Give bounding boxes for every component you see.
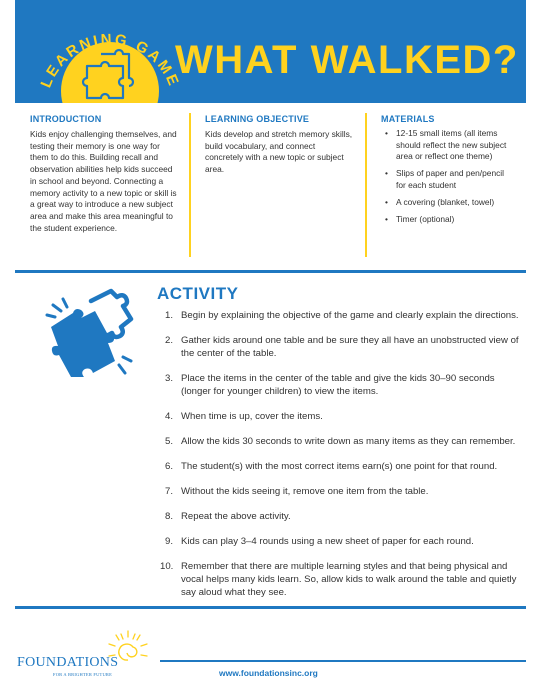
materials-list — [383, 128, 513, 231]
section-divider — [15, 606, 526, 609]
list-item: 7. Without the kids seeing it, remove one item from the table. — [165, 486, 429, 497]
materials-heading: MATERIALS — [381, 114, 435, 124]
objective-heading: LEARNING OBJECTIVE — [205, 114, 310, 124]
activity-heading: ACTIVITY — [157, 284, 239, 303]
list-item: 10. Remember that there are multiple learning styles and that being physical and vocal helps many kids learn. So, allow kids to walk around the table and quietly say aloud what they see. — [160, 561, 517, 598]
header-banner — [15, 0, 526, 103]
list-item: 3. Place the items in the center of the table and give the kids 30–90 seconds (longer for younger children) to view the items. — [165, 373, 495, 397]
logo-wordmark: FOUNDATIONS — [17, 655, 119, 670]
page-title: WHAT WALKED? — [175, 38, 519, 82]
activity-steps-list — [160, 309, 520, 599]
footer-rule — [160, 660, 526, 662]
materials-item: • Slips of paper and pen/pencil for each student — [385, 168, 505, 190]
materials-item: • Timer (optional) — [385, 213, 455, 224]
list-item: 8. Repeat the above activity. — [165, 511, 291, 522]
puzzle-pieces-icon — [43, 283, 138, 383]
list-item: 2. Gather kids around one table and be sure they all have an unobstructed view of the center of the table. — [165, 335, 519, 359]
logo-tagline: FOR A BRIGHTER FUTURE — [53, 672, 113, 677]
section-divider — [15, 270, 526, 273]
objective-text: Kids develop and stretch memory skills, build vocabulary, and connect concretely with a new topic or subject area. — [205, 129, 353, 175]
list-item: 4. When time is up, cover the items. — [165, 411, 323, 422]
introduction-heading: INTRODUCTION — [30, 114, 102, 124]
list-item: 1. Begin by explaining the objective of the game and clearly explain the directions. — [165, 310, 519, 321]
materials-item: • A covering (blanket, towel) — [385, 196, 495, 207]
column-divider — [189, 113, 191, 257]
list-item: 6. The student(s) with the most correct items earn(s) one point for that round. — [165, 461, 498, 472]
badge-arc-text: LEARNING GAME — [37, 30, 183, 91]
puzzle-icon — [83, 50, 133, 98]
introduction-text: Kids enjoy challenging themselves, and testing their memory is one way for them to do this. Building recall and observation abilities help kids succeed in school and beyond. Connecting a memory activity to a new topic or skill is a great way to introduce a new subject area and make this area meaningful to the student experience. — [30, 129, 177, 233]
list-item: 5. Allow the kids 30 seconds to write down as many items as they can remember. — [165, 436, 516, 447]
foundations-logo — [17, 630, 147, 680]
column-divider — [365, 113, 367, 257]
website-link[interactable]: www.foundationsinc.org — [219, 668, 318, 678]
list-item: 9. Kids can play 3–4 rounds using a new sheet of paper for each round. — [165, 536, 474, 547]
materials-item: • 12-15 small items (all items should reflect the new subject area or reflect one theme) — [385, 128, 507, 161]
svg-text:LEARNING GAME — [38, 31, 183, 90]
